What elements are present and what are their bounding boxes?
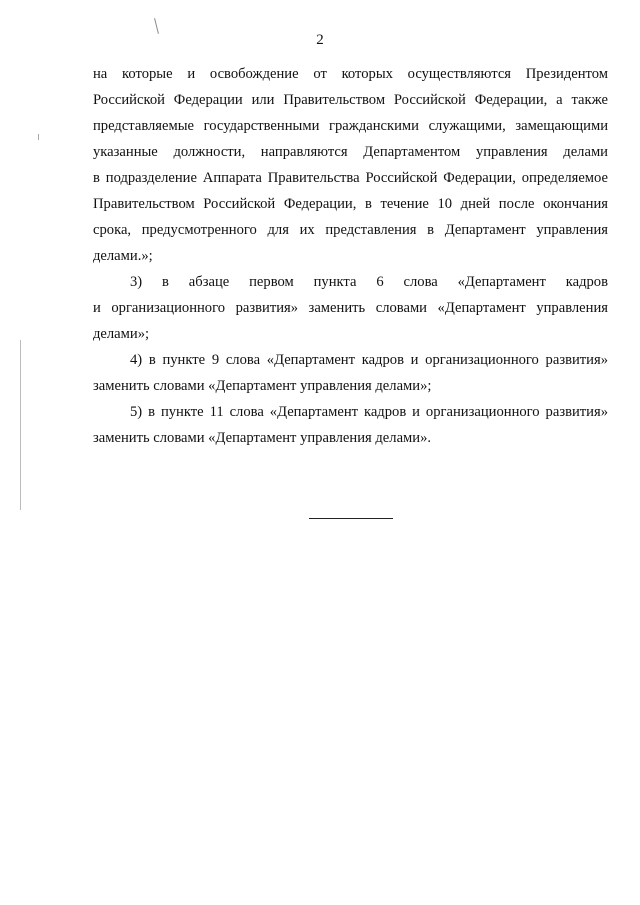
text-line: срока, предусмотренного для их представления в Департамент управления — [93, 222, 608, 238]
page-number: 2 — [316, 32, 324, 48]
text-line: 5) в пункте 11 слова «Департамент кадров и организационного развития» — [130, 404, 608, 420]
text-line: на которые и освобождение от которых осуществляются Президентом — [93, 66, 608, 82]
text-line: заменить словами «Департамент управления делами». — [93, 430, 432, 446]
text-line: делами»; — [93, 326, 150, 342]
text-line: заменить словами «Департамент управления делами»; — [93, 378, 432, 394]
text-line: 4) в пункте 9 слова «Департамент кадров и организационного развития» — [130, 352, 608, 368]
text-line: указанные должности, направляются Департаментом управления делами — [93, 144, 608, 160]
text-line: представляемые государственными гражданскими служащими, замещающими — [93, 118, 608, 134]
scan-artifact-margin-line — [20, 340, 21, 510]
text-line: 3) в абзаце первом пункта 6 слова «Департамент кадров — [130, 274, 608, 290]
text-line: в подразделение Аппарата Правительства Российской Федерации, определяемое — [93, 170, 608, 186]
text-line: Российской Федерации или Правительством Российской Федерации, а также — [93, 92, 608, 108]
end-divider-line — [309, 518, 393, 519]
text-line: делами.»; — [93, 248, 153, 264]
scan-artifact-margin-tick — [38, 134, 39, 140]
text-line: и организационного развития» заменить словами «Департамент управления — [93, 300, 608, 316]
text-line: Правительством Российской Федерации, в течение 10 дней после окончания — [93, 196, 608, 212]
